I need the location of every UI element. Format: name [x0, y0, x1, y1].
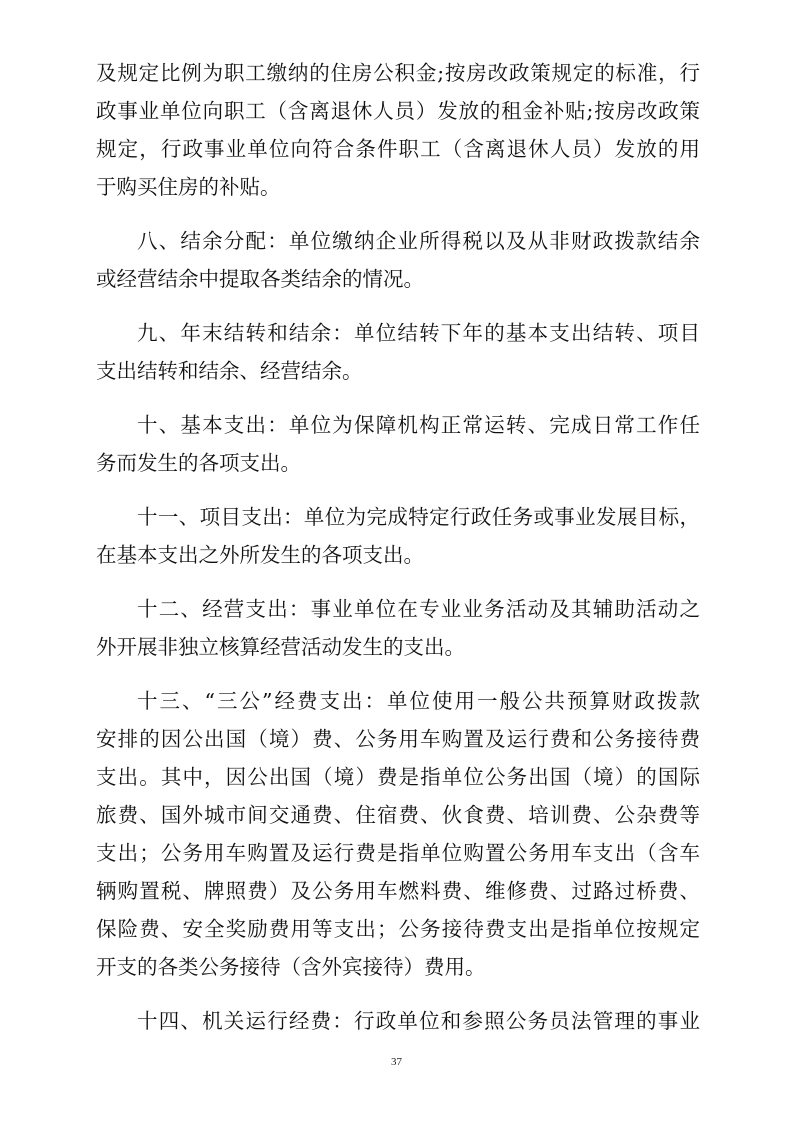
text-line: 于购买住房的补贴。 [96, 175, 281, 199]
text-line: 十、基本支出：单位为保障机构正常运转、完成日常工作任 [137, 413, 700, 437]
paragraph-item-10 [96, 406, 700, 482]
paragraph-item-9 [96, 314, 700, 390]
text-line: 开支的各类公务接待（含外宾接待）费用。 [96, 955, 486, 979]
text-line: 支出；公务用车购置及运行费是指单位购置公务用车支出（含车 [96, 841, 700, 865]
text-line: 辆购置税、牌照费）及公务用车燃料费、维修费、过路过桥费、 [96, 879, 700, 903]
text-line: 十四、机关运行经费：行政单位和参照公务员法管理的事业 [137, 1009, 700, 1033]
paragraph-item-11 [96, 498, 700, 574]
text-line: 旅费、国外城市间交通费、住宿费、伙食费、培训费、公杂费等 [96, 803, 700, 827]
text-line: 支出结转和结余、经营结余。 [96, 359, 363, 383]
paragraph-item-12 [96, 590, 700, 666]
text-line: 外开展非独立核算经营活动发生的支出。 [96, 635, 465, 659]
paragraph-item-14 [96, 1002, 700, 1040]
text-line: 务而发生的各项支出。 [96, 451, 301, 475]
paragraph-item-13 [96, 682, 700, 986]
paragraph-item-8 [96, 222, 700, 298]
text-line: 支出。其中，因公出国（境）费是指单位公务出国（境）的国际 [96, 765, 700, 789]
text-line: 或经营结余中提取各类结余的情况。 [96, 267, 424, 291]
text-line: 九、年末结转和结余：单位结转下年的基本支出结转、项目 [137, 321, 700, 345]
text-line: 规定，行政事业单位向符合条件职工（含离退休人员）发放的用 [96, 137, 700, 161]
text-line: 十一、项目支出：单位为完成特定行政任务或事业发展目标， [137, 505, 700, 529]
text-line: 保险费、安全奖励费用等支出；公务接待费支出是指单位按规定 [96, 917, 700, 941]
text-line: 在基本支出之外所发生的各项支出。 [96, 543, 424, 567]
paragraph-housing-continuation [96, 54, 700, 206]
text-line: 政事业单位向职工（含离退休人员）发放的租金补贴;按房改政策 [96, 99, 700, 123]
page-number: 37 [391, 1056, 402, 1068]
text-line: 十三、“三公”经费支出：单位使用一般公共预算财政拨款 [137, 689, 700, 713]
text-line: 及规定比例为职工缴纳的住房公积金;按房改政策规定的标准，行 [96, 61, 700, 85]
text-line: 安排的因公出国（境）费、公务用车购置及运行费和公务接待费 [96, 727, 700, 751]
document-body [96, 54, 700, 1040]
text-line: 八、结余分配：单位缴纳企业所得税以及从非财政拨款结余 [137, 229, 700, 253]
text-line: 十二、经营支出：事业单位在专业业务活动及其辅助活动之 [137, 597, 700, 621]
